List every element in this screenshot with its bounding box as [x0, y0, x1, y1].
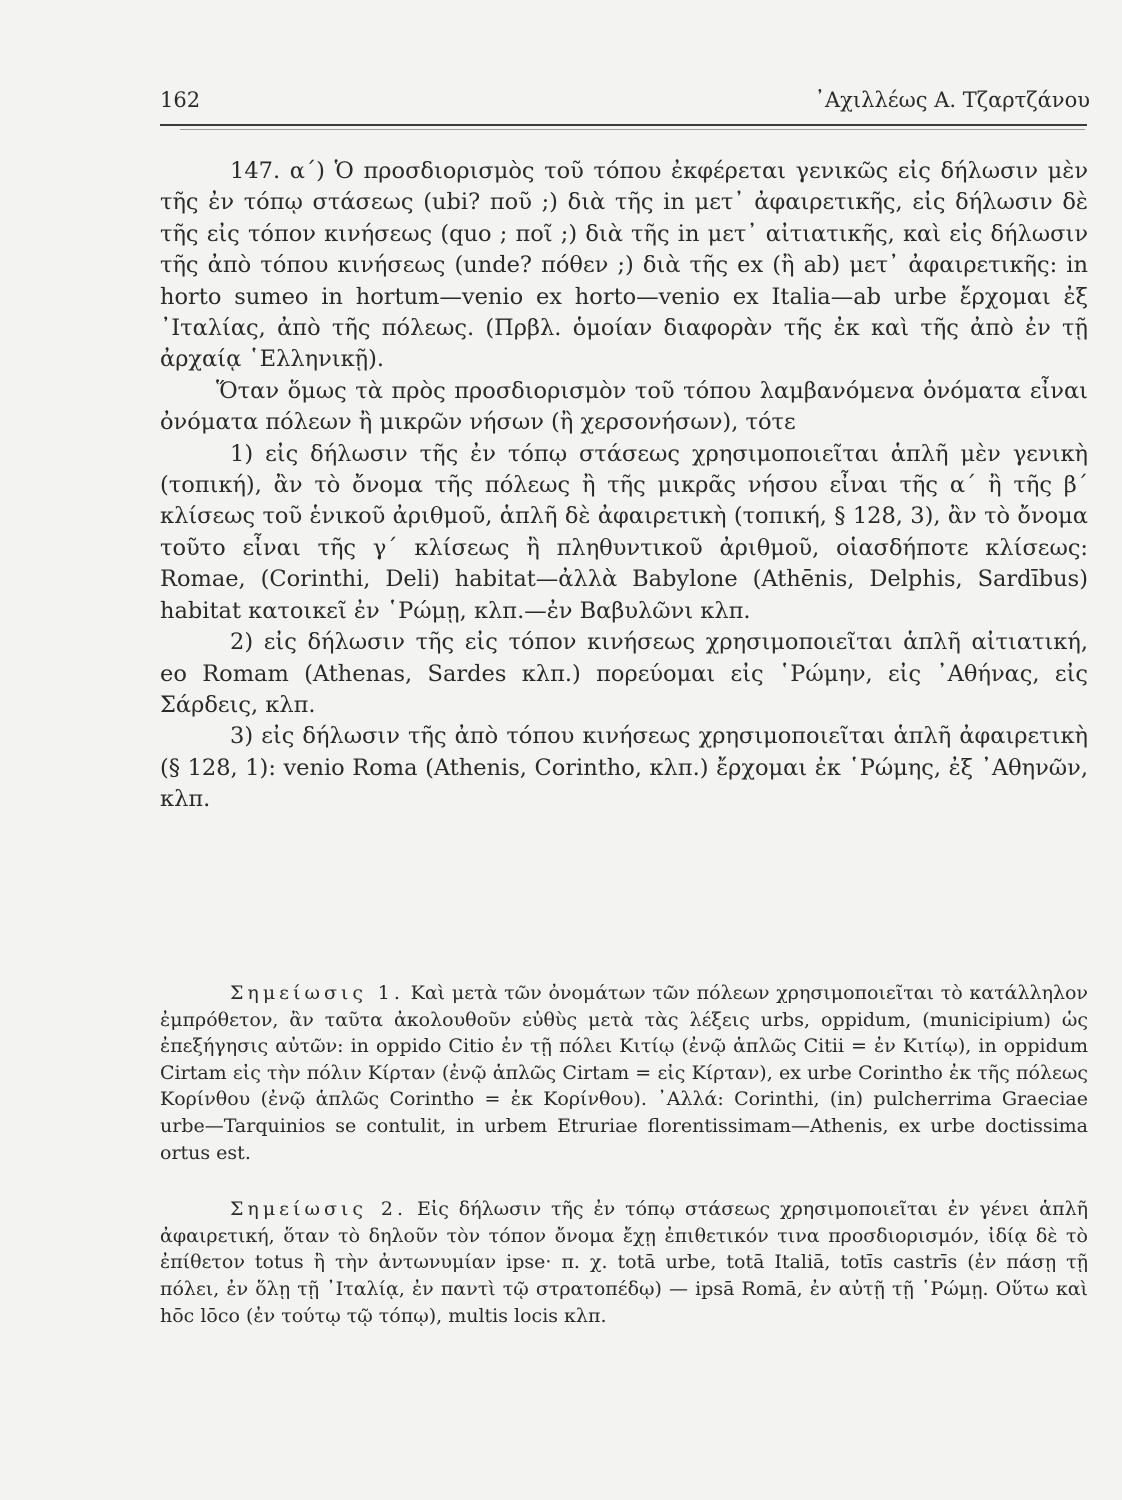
header-rule-thin [180, 129, 1085, 130]
running-title: ᾿Αχιλλέως Α. Τζαρτζάνου [814, 88, 1090, 112]
paragraph-147: 147. α΄) Ὁ προσδιορισμὸς τοῦ τόπου ἐκφέρεται γενικῶς εἰς δήλωσιν μὲν τῆς ἐν τόπῳ στάσεως (ubi? ποῦ ;) διὰ τῆς in μετ᾿ ἀφαιρετικῆς, εἰς δήλωσιν δὲ τῆς εἰς τόπον κινήσεως (quo ; ποῖ ;) διὰ τῆς in μετ᾿ αἰτιατικῆς, καὶ εἰς δήλωσιν τῆς ἀπὸ τόπου κινήσεως (unde? πόθεν ;) διὰ τῆς ex (ἢ ab) μετ᾿ ἀφαιρετικῆς: in horto sumeo in hortum—venio ex horto—venio ex Italia—ab urbe ἔρχομαι ἐξ ᾿Ιταλίας, ἀπὸ τῆς πόλεως. (Πρβλ. ὁμοίαν διαφορὰν τῆς ἐκ καὶ τῆς ἀπὸ ἐν τῇ ἀρχαίᾳ ῾Ελληνικῇ). [160, 158, 1088, 373]
note-1-text: Καὶ μετὰ τῶν ὀνομάτων τῶν πόλεων χρησιμοποιεῖται τὸ κατάλληλον ἐμπρόθετον, ἂν ταῦτα ἀκολουθοῦν εὐθὺς μετὰ τὰς λέξεις urbs, oppidum, (municipium) ὡς ἐπεξήγησις αὐτῶν: in oppido Citio ἐν τῇ πόλει Κιτίῳ (ἐνῷ ἁπλῶς Citii = ἐν Κιτίῳ), in oppidum Cirtam εἰς τὴν πόλιν Κίρταν (ἐνῷ ἁπλῶς Cirtam = εἰς Κίρταν), ex urbe Corintho ἐκ τῆς πόλεως Κορίνθου (ἐνῷ ἁπλῶς Corintho = ἐκ Κορίνθου). ᾿Αλλά: Corinthi, (in) pulcherrima Graeciae urbe—Tarquinios se contulit, in urbem Etruriae florentissimam—Athenis, ex urbe doctissima ortus est. [160, 982, 1088, 1164]
page-header [160, 88, 1090, 124]
paragraph-rule-1: 1) εἰς δήλωσιν τῆς ἐν τόπῳ στάσεως χρησιμοποιεῖται ἁπλῆ μὲν γενικὴ (τοπική), ἂν τὸ ὄνομα τῆς πόλεως ἢ τῆς μικρᾶς νήσου εἶναι τῆς α΄ ἢ τῆς β΄ κλίσεως τοῦ ἑνικοῦ ἀριθμοῦ, ἁπλῆ δὲ ἀφαιρετικὴ (τοπική, § 128, 3), ἂν τὸ ὄνομα τοῦτο εἶναι τῆς γ΄ κλίσεως ἢ πληθυντικοῦ ἀριθμοῦ, οἱασδήποτε κλίσεως: Romae, (Corinthi, Deli) habitat—ἀλλὰ Babylone (Athēnis, Delphis, Sardībus) habitat κατοικεῖ ἐν ῾Ρώμῃ, κλπ.—ἐν Βαβυλῶνι κλπ. [160, 440, 1088, 624]
paragraph-rule-3: 3) εἰς δήλωσιν τῆς ἀπὸ τόπου κινήσεως χρησιμοποιεῖται ἁπλῆ ἀφαιρετικὴ (§ 128, 1): venio Roma (Athenis, Corintho, κλπ.) ἔρχομαι ἐκ ῾Ρώμης, ἐξ ᾿Αθηνῶν, κλπ. [160, 723, 1088, 813]
notes-section [160, 980, 1088, 1329]
note-1 [160, 980, 1088, 1166]
header-rule [160, 124, 1087, 126]
paragraph-rule-2: 2) εἰς δήλωσιν τῆς εἰς τόπον κινήσεως χρησιμοποιεῖται ἁπλῆ αἰτιατική, eo Romam (Athenas, Sardes κλπ.) πορεύομαι εἰς ῾Ρώμην, εἰς ᾿Αθήνας, εἰς Σάρδεις, κλπ. [160, 629, 1088, 718]
page-number: 162 [160, 88, 201, 112]
main-text [160, 156, 1088, 816]
note-2 [160, 1196, 1088, 1329]
note-2-label: Σημείωσις 2. [230, 1198, 408, 1221]
paragraph-cities: Ὅταν ὅμως τὰ πρὸς προσδιορισμὸν τοῦ τόπου λαμβανόμενα ὀνόματα εἶναι ὀνόματα πόλεων ἢ μικρῶν νήσων (ἢ χερσονήσων), τότε [160, 377, 1088, 436]
note-1-label: Σημείωσις 1. [230, 982, 404, 1004]
note-2-text: Εἰς δήλωσιν τῆς ἐν τόπῳ στάσεως χρησιμοποιεῖται ἐν γένει ἁπλῆ ἀφαιρετική, ὅταν τὸ δηλοῦν τὸν τόπον ὄνομα ἔχῃ ἐπιθετικόν τινα προσδιορισμόν, ἰδίᾳ δὲ τὸ ἐπίθετον totus ἢ τὴν ἀντωνυμίαν ipse· π. χ. totā urbe, totā Italiā, totīs castrīs (ἐν πάσῃ τῇ πόλει, ἐν ὅλῃ τῇ ᾿Ιταλίᾳ, ἐν παντὶ τῷ στρατοπέδῳ) — ipsā Romā, ἐν αὐτῇ τῇ ῾Ρώμῃ. Οὕτω καὶ hōc lōco (ἐν τούτῳ τῷ τόπῳ), multis locis κλπ. [160, 1198, 1089, 1327]
